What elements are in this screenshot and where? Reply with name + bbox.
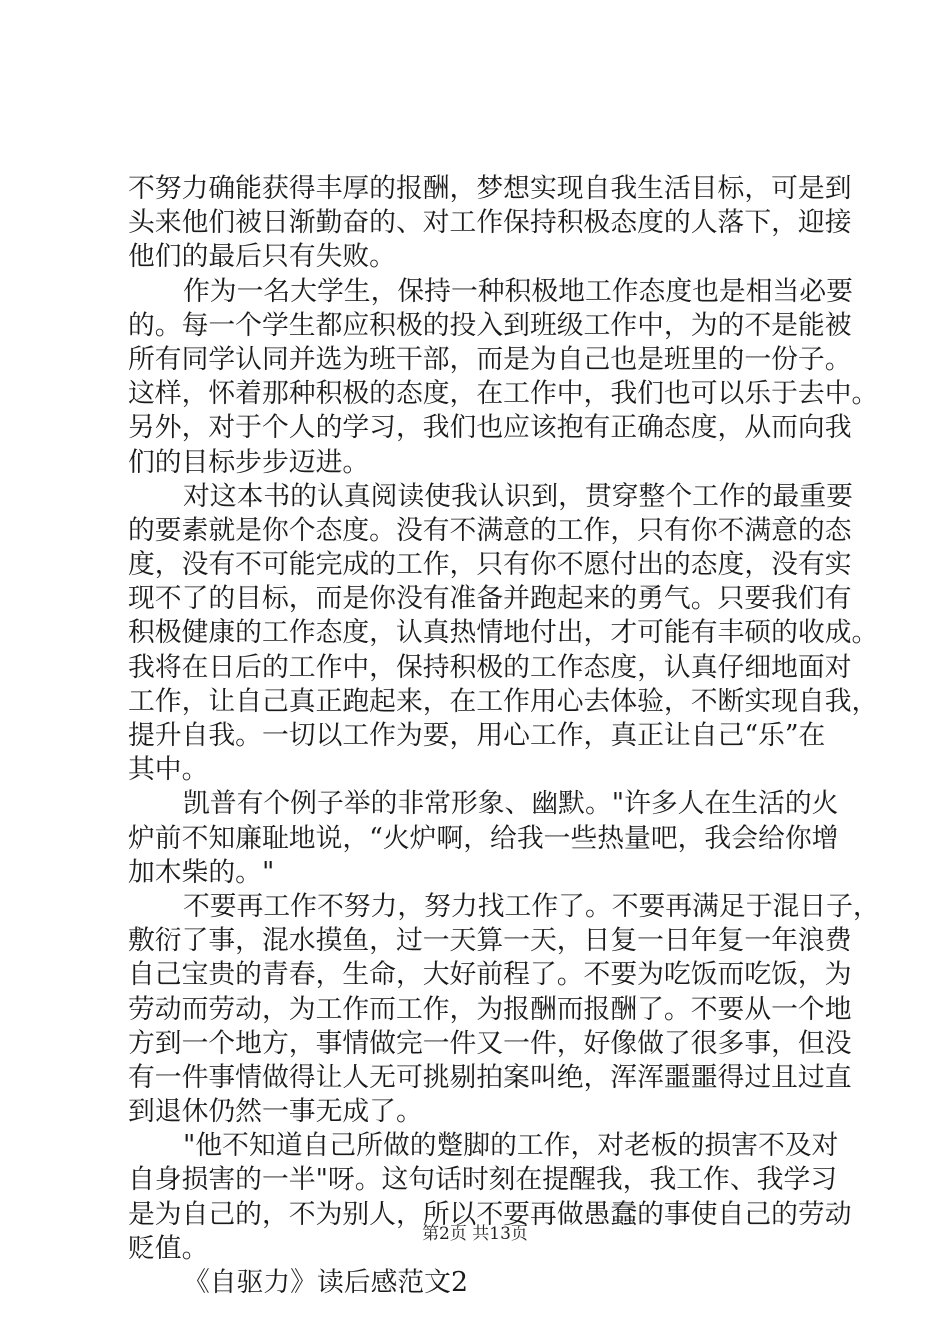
text-line: 劳动而劳动，为工作而工作，为报酬而报酬了。不要从一个地 [128,993,852,1025]
text-line: "他不知道自己所做的蹩脚的工作，对老板的损害不及对 [183,1130,839,1162]
text-line: 所有同学认同并选为班干部，而是为自己也是班里的一份子。 [128,343,852,375]
text-line: 有一件事情做得让人无可挑剔拍案叫绝，浑浑噩噩得过且过直 [128,1061,852,1093]
text-line: 另外，对于个人的学习，我们也应该抱有正确态度，从而向我 [128,412,852,444]
text-line: 加木柴的。" [128,856,275,888]
text-line: 头来他们被日渐勤奋的、对工作保持积极态度的人落下，迎接 [128,207,852,239]
text-line: 这样，怀着那种积极的态度，在工作中，我们也可以乐于去中。 [128,378,879,410]
text-line: 我将在日后的工作中，保持积极的工作态度，认真仔细地面对 [128,651,852,683]
text-line: 自己宝贵的青春，生命，大好前程了。不要为吃饭而吃饭，为 [128,959,852,991]
text-line: 凯普有个例子举的非常形象、幽默。"许多人在生活的火 [183,788,839,820]
text-line: 贬值。 [128,1232,209,1264]
text-line: 现不了的目标，而是你没有准备并跑起来的勇气。只要我们有 [128,583,852,615]
text-line: 对这本书的认真阅读使我认识到，贯穿整个工作的最重要 [183,480,853,512]
text-line: 工作，让自己真正跑起来，在工作用心去体验，不断实现自我， [128,685,879,717]
text-line: 是为自己的，不为别人，所以不要再做愚蠢的事使自己的劳动 [128,1198,852,1230]
text-line: 们的目标步步迈进。 [128,446,370,478]
text-line: 方到一个地方，事情做完一件又一件，好像做了很多事，但没 [128,1027,852,1059]
text-line: 到退休仍然一事无成了。 [128,1096,423,1128]
text-line: 其中。 [128,754,209,786]
text-line: 作为一名大学生，保持一种积极地工作态度也是相当必要 [183,275,853,307]
page-footer: 第2页 共13页 [422,1224,528,1244]
text-line: 的。每一个学生都应积极的投入到班级工作中，为的不是能被 [128,309,852,341]
text-line: 提升自我。一切以工作为要，用心工作，真正让自己“乐”在 [128,720,826,751]
text-line: 炉前不知廉耻地说，“火炉啊，给我一些热量吧，我会给你增 [128,822,839,854]
text-line: 他们的最后只有失败。 [128,241,396,273]
text-line: 积极健康的工作态度，认真热情地付出，才可能有丰硕的收成。 [128,617,879,649]
text-line: 自身损害的一半"呀。这句话时刻在提醒我，我工作、我学习 [128,1164,838,1196]
text-line: 不努力确能获得丰厚的报酬，梦想实现自我生活目标，可是到 [128,173,852,204]
body-text [128,172,880,1300]
text-line: 的要素就是你个态度。没有不满意的工作，只有你不满意的态 [128,514,852,546]
text-line: 敷衍了事，混水摸鱼，过一天算一天，日复一日年复一年浪费 [128,925,852,957]
text-line: 《自驱力》读后感范文2 [183,1267,469,1298]
text-line: 不要再工作不努力，努力找工作了。不要再满足于混日子， [183,890,880,922]
text-line: 度，没有不可能完成的工作，只有你不愿付出的态度，没有实 [128,549,852,581]
